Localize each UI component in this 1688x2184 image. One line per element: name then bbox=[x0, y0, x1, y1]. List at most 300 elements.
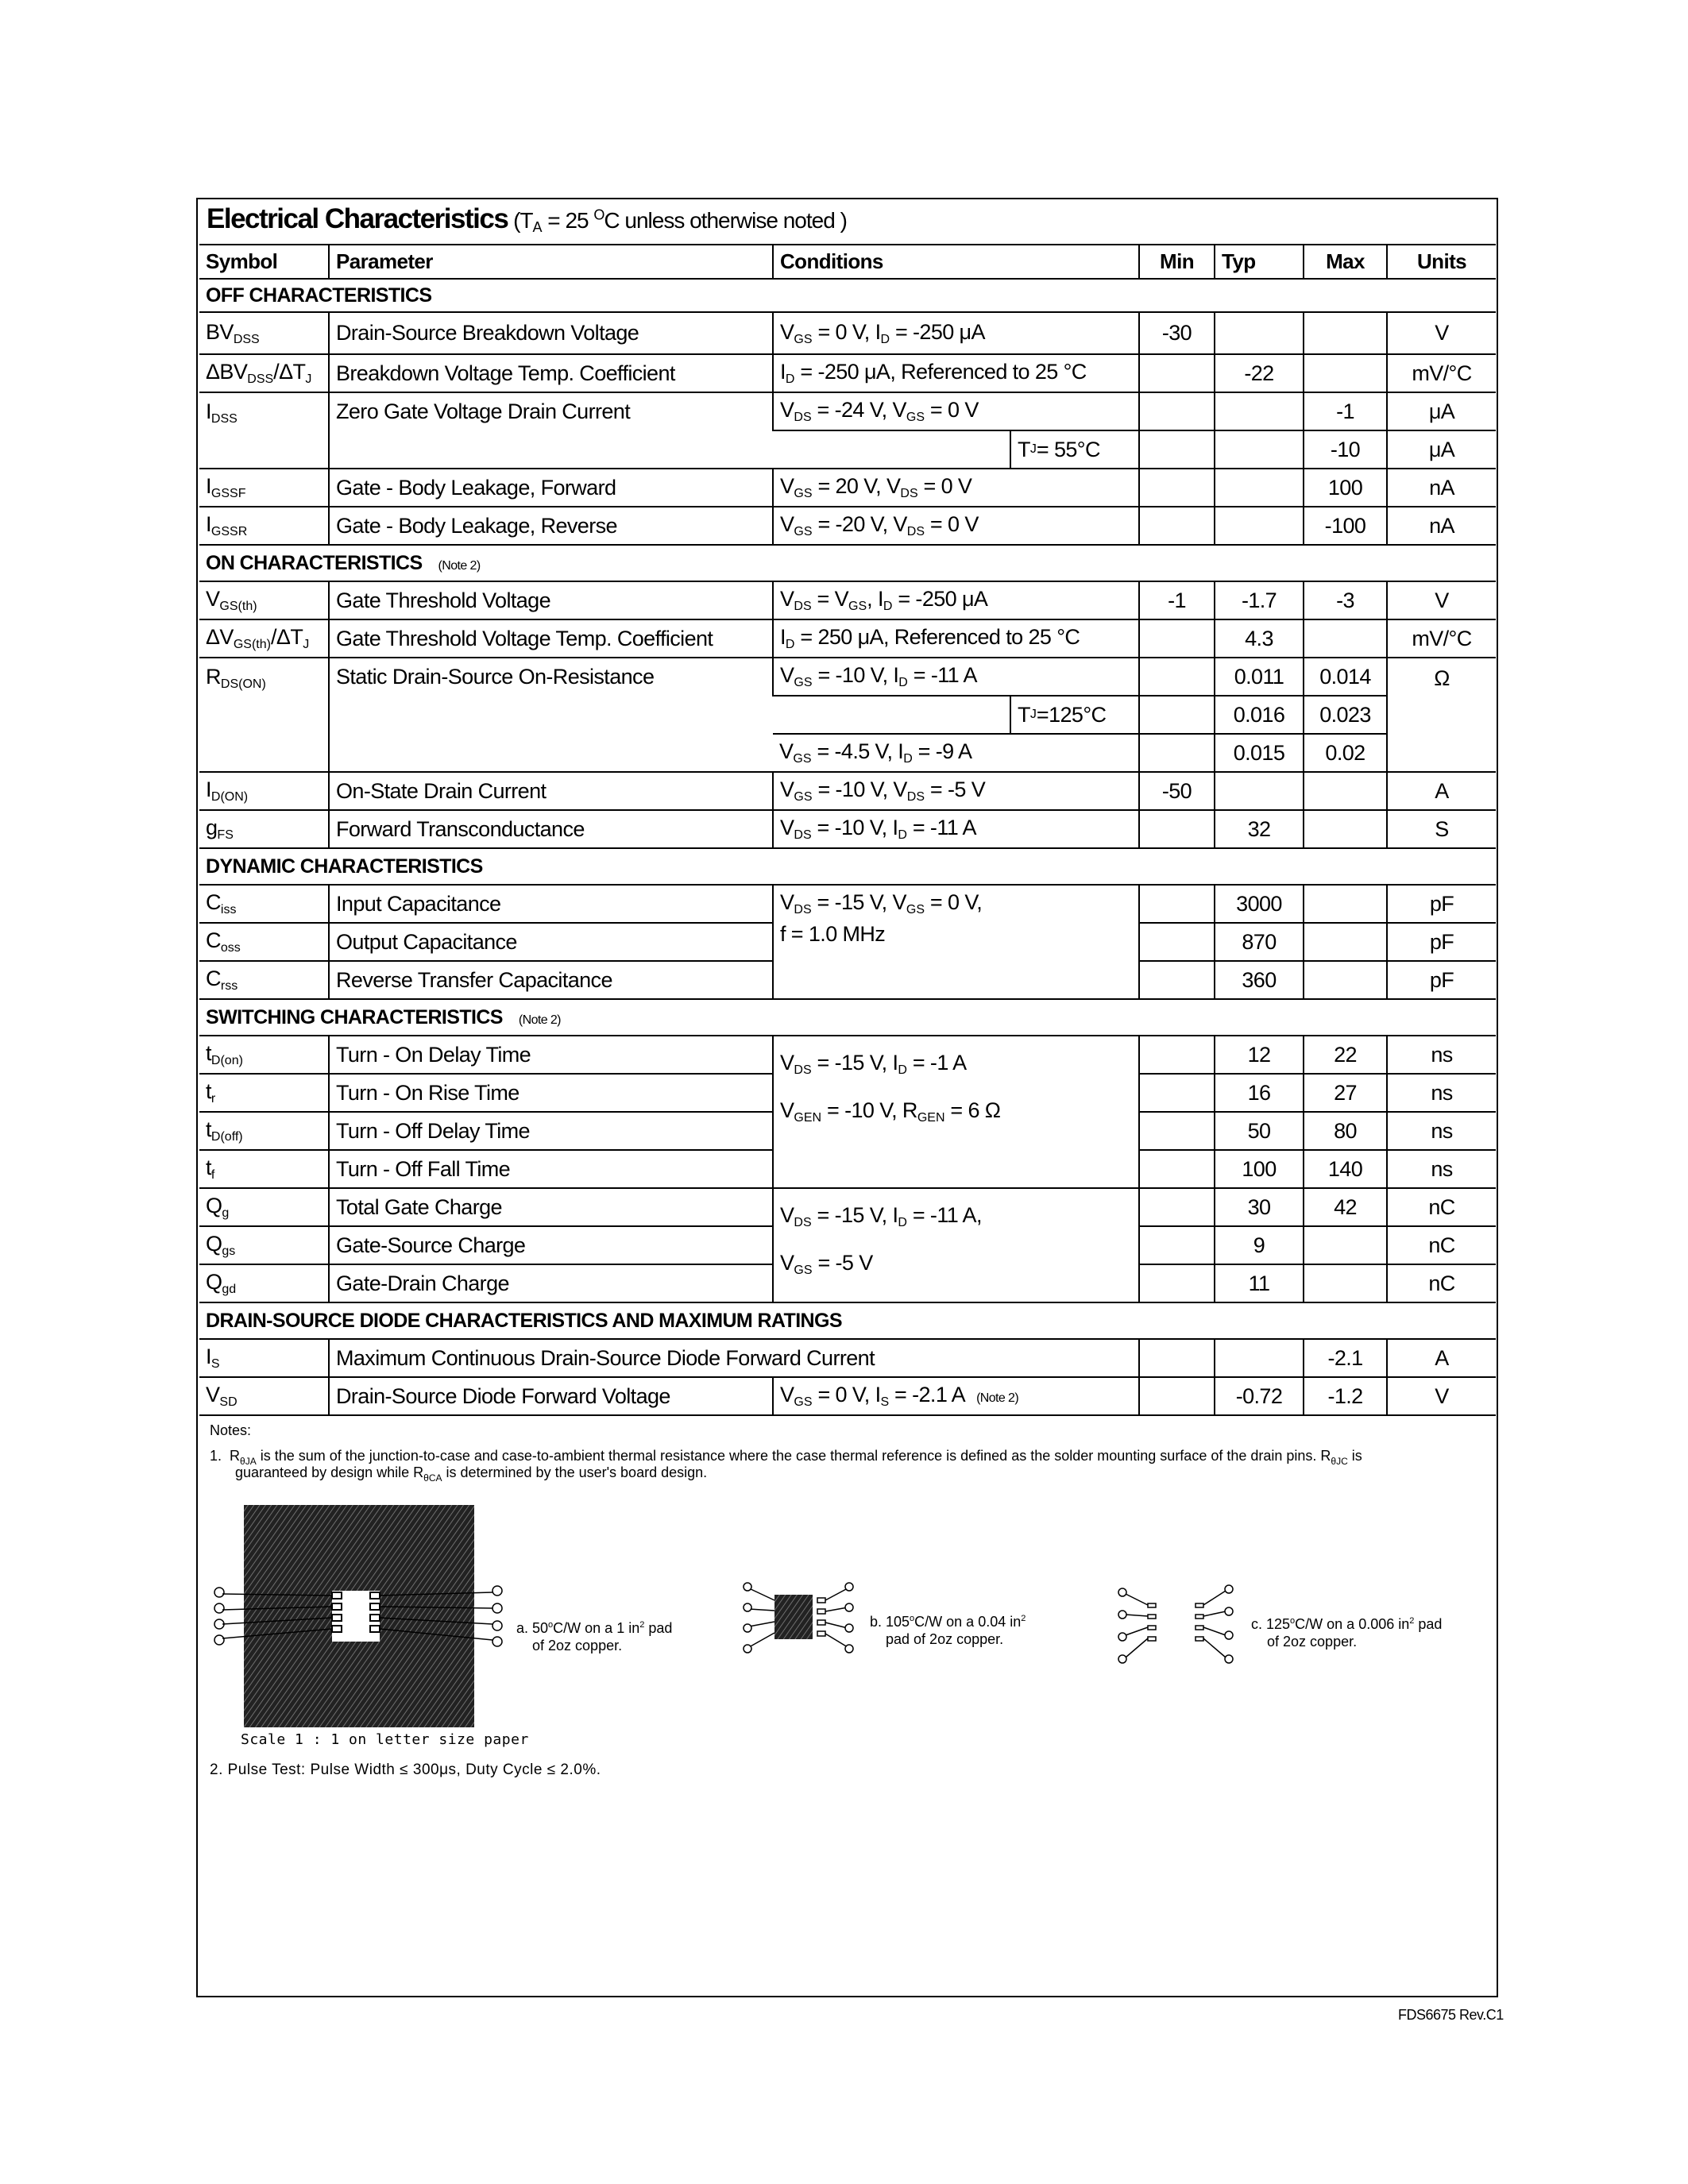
n1b: is the sum of the junction-to-case and case-to-ambient thermal resistance where the case thermal reference is defined as the solder mounting surface of the drain pins. R bbox=[256, 1448, 1331, 1464]
sym: ΔV bbox=[206, 625, 234, 649]
sym: V bbox=[206, 1383, 220, 1406]
sym-sub: D(ON) bbox=[211, 790, 249, 804]
col-parameter: Parameter bbox=[329, 245, 773, 279]
sym: C bbox=[206, 890, 221, 914]
sym: ΔBV bbox=[206, 360, 248, 384]
cr2: = -9 A bbox=[912, 739, 972, 763]
table-row bbox=[199, 392, 1496, 430]
sym: I bbox=[206, 778, 211, 801]
units-cell: nC bbox=[1387, 1188, 1496, 1226]
cond-cell bbox=[773, 810, 1139, 848]
cr: = -250 μA, Referenced to 25 °C bbox=[794, 360, 1087, 384]
cond-cell bbox=[773, 354, 1139, 392]
symbol-cell bbox=[199, 1150, 329, 1188]
min-cell: -1 bbox=[1139, 581, 1215, 619]
cs: GS bbox=[793, 752, 812, 766]
note-2 bbox=[210, 1761, 601, 1779]
cr2: = -11 A bbox=[906, 816, 976, 839]
max-cell: -3 bbox=[1304, 581, 1387, 619]
units-cell: μA bbox=[1387, 392, 1496, 430]
typ-cell: 9 bbox=[1215, 1226, 1304, 1264]
max-cell: 0.014 bbox=[1304, 658, 1387, 696]
max-cell: -1 bbox=[1304, 392, 1387, 430]
sym-sub: D(on) bbox=[211, 1054, 243, 1067]
cr: = -10 V, I bbox=[811, 816, 898, 839]
fa2: C/W on a 1 in bbox=[553, 1620, 640, 1636]
symbol-cell bbox=[199, 923, 329, 961]
param-cell: Input Capacitance bbox=[329, 885, 773, 923]
tj: T bbox=[1018, 702, 1030, 727]
table-row bbox=[199, 581, 1496, 619]
c: V bbox=[780, 398, 794, 422]
c: V bbox=[780, 512, 794, 536]
table-row bbox=[199, 1188, 1496, 1226]
typ-cell bbox=[1215, 1339, 1304, 1377]
title-cond: (T bbox=[513, 208, 533, 233]
param-cell: Turn - On Delay Time bbox=[329, 1036, 773, 1074]
units-cell: ns bbox=[1387, 1074, 1496, 1112]
max-cell: -10 bbox=[1304, 430, 1387, 469]
typ-cell bbox=[1215, 430, 1304, 469]
typ-cell: -0.72 bbox=[1215, 1377, 1304, 1415]
typ-cell bbox=[1215, 392, 1304, 430]
param-cell: Drain-Source Breakdown Voltage bbox=[329, 312, 773, 354]
cr2: = 6 Ω bbox=[944, 1098, 1001, 1122]
cond-cell bbox=[773, 885, 1139, 999]
max-cell: -100 bbox=[1304, 507, 1387, 545]
n1b-sub: θJC bbox=[1331, 1456, 1348, 1467]
max-cell bbox=[1304, 312, 1387, 354]
sym: t bbox=[206, 1041, 211, 1065]
table-title bbox=[207, 203, 847, 236]
title-mid: = 25 bbox=[542, 208, 594, 233]
fig-a-caption bbox=[516, 1616, 672, 1654]
title-suffix: C unless otherwise noted ) bbox=[604, 208, 847, 233]
max-cell bbox=[1304, 885, 1387, 923]
sym-sub: gd bbox=[222, 1283, 237, 1296]
sym-sub2: J bbox=[303, 638, 310, 651]
cs2: D bbox=[898, 1063, 907, 1077]
max-cell: 100 bbox=[1304, 469, 1387, 507]
typ-cell: 360 bbox=[1215, 961, 1304, 999]
table-row bbox=[199, 1377, 1496, 1415]
section-row bbox=[199, 1302, 1496, 1339]
title-main: Electrical Characteristics bbox=[207, 203, 508, 234]
notes-heading: Notes: bbox=[210, 1422, 252, 1438]
symbol-cell bbox=[199, 392, 329, 469]
units-cell: pF bbox=[1387, 961, 1496, 999]
typ-cell: 12 bbox=[1215, 1036, 1304, 1074]
sym-sub: GSSR bbox=[211, 525, 248, 538]
fc1: c. 125 bbox=[1251, 1616, 1291, 1632]
symbol-cell bbox=[199, 658, 329, 772]
n1d: guaranteed by design while R bbox=[235, 1464, 424, 1480]
section-on-label: ON CHARACTERISTICS bbox=[206, 551, 423, 574]
param-cell: Zero Gate Voltage Drain Current bbox=[329, 392, 773, 469]
cs: GS bbox=[794, 487, 813, 500]
max-cell bbox=[1304, 1264, 1387, 1302]
fig-c-caption bbox=[1251, 1612, 1442, 1650]
sym-sub: D(off) bbox=[211, 1130, 243, 1144]
n1d-sub: θCA bbox=[423, 1472, 442, 1484]
c: V bbox=[780, 587, 794, 611]
typ-cell: 50 bbox=[1215, 1112, 1304, 1150]
tj-cond bbox=[1010, 431, 1138, 468]
section-dynamic: DYNAMIC CHARACTERISTICS bbox=[199, 848, 1496, 885]
cs2: D bbox=[880, 332, 890, 346]
cs: GS bbox=[794, 676, 813, 689]
cr: = -10 V, I bbox=[812, 663, 899, 687]
table-row bbox=[199, 885, 1496, 923]
scale-caption: Scale 1 : 1 on letter size paper bbox=[241, 1731, 529, 1748]
cs2: S bbox=[880, 1395, 890, 1409]
units-cell: μA bbox=[1387, 430, 1496, 469]
cs3: D bbox=[883, 600, 893, 613]
tj-rest: =125°C bbox=[1036, 702, 1107, 727]
sym: Q bbox=[206, 1194, 222, 1217]
sym: I bbox=[206, 399, 211, 423]
sym-sub: GSSF bbox=[211, 487, 246, 500]
sym-sub2: J bbox=[305, 372, 312, 386]
cond-cell bbox=[773, 696, 1139, 734]
max-cell: -2.1 bbox=[1304, 1339, 1387, 1377]
table-row bbox=[199, 772, 1496, 810]
section-row bbox=[199, 279, 1496, 312]
cond-cell bbox=[773, 619, 1139, 658]
fb-deg: o bbox=[910, 1614, 915, 1623]
cond-note: (Note 2) bbox=[976, 1391, 1019, 1405]
typ-cell: 100 bbox=[1215, 1150, 1304, 1188]
cond-cell bbox=[773, 581, 1139, 619]
symbol-cell bbox=[199, 885, 329, 923]
cs: DS bbox=[794, 828, 812, 842]
cr2: = -2.1 A bbox=[889, 1383, 966, 1406]
cr: = 0 V, I bbox=[812, 319, 881, 344]
units-cell: nC bbox=[1387, 1264, 1496, 1302]
min-cell bbox=[1139, 696, 1215, 734]
n1e: is determined by the user's board design. bbox=[442, 1464, 708, 1480]
sym: C bbox=[206, 928, 221, 952]
cr: = V bbox=[811, 587, 849, 611]
sym-sub: DSS bbox=[247, 372, 274, 386]
param-cell: Gate - Body Leakage, Reverse bbox=[329, 507, 773, 545]
cr2: = 0 V, bbox=[925, 890, 983, 914]
sym-sub: DS(ON) bbox=[220, 677, 266, 691]
c: V bbox=[780, 1383, 794, 1406]
cs: DS bbox=[794, 1216, 812, 1229]
min-cell: -30 bbox=[1139, 312, 1215, 354]
max-cell: 80 bbox=[1304, 1112, 1387, 1150]
param-cell: Breakdown Voltage Temp. Coefficient bbox=[329, 354, 773, 392]
fa4: of 2oz copper. bbox=[532, 1638, 623, 1653]
param-cell: Total Gate Charge bbox=[329, 1188, 773, 1226]
table-row bbox=[199, 658, 1496, 696]
n1c: is bbox=[1347, 1448, 1362, 1464]
c: V bbox=[780, 890, 794, 914]
typ-cell: -22 bbox=[1215, 354, 1304, 392]
sym: I bbox=[206, 512, 211, 536]
cr: = -15 V, I bbox=[811, 1051, 898, 1075]
units-cell: A bbox=[1387, 772, 1496, 810]
c: I bbox=[780, 625, 786, 649]
cs: DS bbox=[794, 600, 812, 613]
sym-sub: GS(th) bbox=[233, 638, 271, 651]
fc-deg: o bbox=[1290, 1616, 1296, 1626]
sym: t bbox=[206, 1117, 211, 1141]
section-diode: DRAIN-SOURCE DIODE CHARACTERISTICS AND MAXIMUM RATINGS bbox=[199, 1302, 1496, 1339]
param-cell: Output Capacitance bbox=[329, 923, 773, 961]
sym: g bbox=[206, 816, 218, 839]
symbol-cell bbox=[199, 772, 329, 810]
c: V bbox=[780, 1251, 794, 1275]
col-conditions: Conditions bbox=[773, 245, 1139, 279]
note-1-num: 1. bbox=[210, 1448, 222, 1464]
sym-sub: GS(th) bbox=[219, 600, 257, 613]
sym: R bbox=[206, 665, 221, 689]
symbol-cell bbox=[199, 619, 329, 658]
cr2: = 0 V bbox=[925, 398, 979, 422]
fa-sq: 2 bbox=[639, 1620, 645, 1630]
n2-le2: ≤ bbox=[547, 1761, 556, 1778]
fa3: pad bbox=[644, 1620, 673, 1636]
units-cell: V bbox=[1387, 312, 1496, 354]
cr: = -15 V, I bbox=[811, 1203, 898, 1227]
n2c: 2.0%. bbox=[555, 1761, 601, 1778]
cr2: = -11 A bbox=[907, 663, 977, 687]
section-switching-note: (Note 2) bbox=[518, 1013, 561, 1027]
cond-cell bbox=[773, 772, 1139, 810]
cs2: D bbox=[898, 828, 907, 842]
symbol-cell bbox=[199, 354, 329, 392]
col-units: Units bbox=[1387, 245, 1496, 279]
cr: = 20 V, V bbox=[812, 474, 901, 498]
cr2: = 0 V bbox=[917, 474, 972, 498]
cond-cell bbox=[773, 312, 1139, 354]
cs: GEN bbox=[794, 1111, 822, 1125]
cs2: DS bbox=[906, 790, 925, 804]
min-cell bbox=[1139, 1150, 1215, 1188]
sym: BV bbox=[206, 319, 234, 344]
param-cell: Gate - Body Leakage, Forward bbox=[329, 469, 773, 507]
cond-cell bbox=[773, 392, 1139, 430]
min-cell bbox=[1139, 1377, 1215, 1415]
units-cell: pF bbox=[1387, 923, 1496, 961]
table-row bbox=[199, 354, 1496, 392]
tj-sub: J bbox=[1029, 708, 1037, 721]
table-row bbox=[199, 1036, 1496, 1074]
fc4: of 2oz copper. bbox=[1267, 1634, 1358, 1650]
cs2: GS bbox=[906, 411, 925, 424]
cond-cell bbox=[773, 1188, 1139, 1302]
symbol-cell bbox=[199, 1074, 329, 1112]
sym-sub: DSS bbox=[211, 412, 238, 426]
cr3: = -250 μA bbox=[892, 587, 988, 611]
max-cell: 22 bbox=[1304, 1036, 1387, 1074]
max-cell: 140 bbox=[1304, 1150, 1387, 1188]
symbol-cell bbox=[199, 810, 329, 848]
cr: = 250 μA, Referenced to 25 °C bbox=[794, 625, 1080, 649]
symbol-cell bbox=[199, 1112, 329, 1150]
sym: I bbox=[206, 474, 211, 498]
sym-sub: g bbox=[222, 1206, 230, 1220]
electrical-characteristics-table bbox=[199, 244, 1496, 1416]
max-cell: 0.02 bbox=[1304, 734, 1387, 772]
min-cell bbox=[1139, 430, 1215, 469]
title-deg: O bbox=[593, 206, 605, 223]
cr: = -10 V, R bbox=[821, 1098, 917, 1122]
cr2: = -1 A bbox=[906, 1051, 967, 1075]
cr: = -24 V, V bbox=[811, 398, 906, 422]
note-1-line2 bbox=[235, 1464, 707, 1487]
cr: = -20 V, V bbox=[812, 512, 907, 536]
typ-cell bbox=[1215, 469, 1304, 507]
min-cell bbox=[1139, 1226, 1215, 1264]
tj-rest: = 55°C bbox=[1036, 437, 1100, 461]
min-cell bbox=[1139, 392, 1215, 430]
symbol-cell bbox=[199, 507, 329, 545]
param-cell: Reverse Transfer Capacitance bbox=[329, 961, 773, 999]
units-cell: ns bbox=[1387, 1150, 1496, 1188]
table-row bbox=[199, 312, 1496, 354]
sym: Q bbox=[206, 1232, 222, 1256]
table-row bbox=[199, 507, 1496, 545]
cr: = 0 V, I bbox=[812, 1383, 881, 1406]
min-cell bbox=[1139, 961, 1215, 999]
fa1: a. 50 bbox=[516, 1620, 549, 1636]
typ-cell: 3000 bbox=[1215, 885, 1304, 923]
sym: I bbox=[206, 1345, 211, 1368]
fc-sq: 2 bbox=[1409, 1616, 1415, 1626]
cs2: GEN bbox=[917, 1111, 945, 1125]
param-cell: Gate Threshold Voltage bbox=[329, 581, 773, 619]
c: V bbox=[780, 816, 794, 839]
fig-b-caption bbox=[870, 1610, 1026, 1648]
cond-line2: f = 1.0 MHz bbox=[780, 922, 886, 946]
max-cell: 0.023 bbox=[1304, 696, 1387, 734]
typ-cell: 30 bbox=[1215, 1188, 1304, 1226]
cs2: D bbox=[898, 676, 908, 689]
cs: GS bbox=[794, 1264, 813, 1277]
section-on bbox=[199, 545, 1496, 581]
sym-sub: FS bbox=[217, 828, 234, 842]
typ-cell: 0.016 bbox=[1215, 696, 1304, 734]
c: V bbox=[780, 474, 794, 498]
section-row bbox=[199, 545, 1496, 581]
table-row bbox=[199, 1339, 1496, 1377]
cr2: , I bbox=[867, 587, 883, 611]
col-max: Max bbox=[1304, 245, 1387, 279]
typ-cell: 16 bbox=[1215, 1074, 1304, 1112]
symbol-cell bbox=[199, 1377, 329, 1415]
n2b: 300μs, Duty Cycle bbox=[408, 1761, 547, 1778]
title-sub: A bbox=[532, 219, 543, 235]
c: V bbox=[779, 739, 794, 763]
sym-sub: r bbox=[211, 1092, 216, 1106]
param-cell: Turn - Off Delay Time bbox=[329, 1112, 773, 1150]
sym-sub: iss bbox=[220, 903, 237, 916]
typ-cell bbox=[1215, 772, 1304, 810]
units-cell: nA bbox=[1387, 507, 1496, 545]
param-cell: Static Drain-Source On-Resistance bbox=[329, 658, 773, 772]
param-cell: Forward Transconductance bbox=[329, 810, 773, 848]
min-cell bbox=[1139, 1339, 1215, 1377]
symbol-cell bbox=[199, 1036, 329, 1074]
cr: = -4.5 V, I bbox=[811, 739, 904, 763]
param-cell: Gate-Drain Charge bbox=[329, 1264, 773, 1302]
fb1: b. 105 bbox=[870, 1614, 910, 1630]
sym-sub: f bbox=[211, 1168, 215, 1182]
cs2: DS bbox=[900, 487, 918, 500]
sym-sub: SD bbox=[219, 1395, 238, 1409]
c: V bbox=[780, 1051, 794, 1075]
cr: = -15 V, V bbox=[811, 890, 906, 914]
c: V bbox=[780, 1203, 794, 1227]
sym2: /ΔT bbox=[270, 625, 303, 649]
min-cell bbox=[1139, 1188, 1215, 1226]
pad-layout-1in-icon bbox=[213, 1505, 507, 1735]
cs: GS bbox=[794, 525, 813, 538]
cs: DS bbox=[794, 903, 812, 916]
max-cell: 42 bbox=[1304, 1188, 1387, 1226]
typ-cell: -1.7 bbox=[1215, 581, 1304, 619]
cr: = -10 V, V bbox=[812, 778, 907, 801]
fc3: pad bbox=[1414, 1616, 1443, 1632]
units-cell: V bbox=[1387, 581, 1496, 619]
min-cell bbox=[1139, 1074, 1215, 1112]
cr2: = -250 μA bbox=[890, 319, 985, 344]
col-typ: Typ bbox=[1215, 245, 1304, 279]
units-cell: mV/°C bbox=[1387, 619, 1496, 658]
table-row bbox=[199, 469, 1496, 507]
param-cell: Gate Threshold Voltage Temp. Coefficient bbox=[329, 619, 773, 658]
typ-cell: 11 bbox=[1215, 1264, 1304, 1302]
sym: t bbox=[206, 1156, 211, 1179]
symbol-cell bbox=[199, 469, 329, 507]
min-cell: -50 bbox=[1139, 772, 1215, 810]
max-cell: -1.2 bbox=[1304, 1377, 1387, 1415]
c: V bbox=[780, 319, 794, 344]
table-row bbox=[199, 619, 1496, 658]
fb4: pad of 2oz copper. bbox=[886, 1631, 1004, 1647]
section-off: OFF CHARACTERISTICS bbox=[199, 279, 1496, 312]
c: V bbox=[780, 663, 794, 687]
cs: GS bbox=[794, 332, 813, 346]
units-cell: ns bbox=[1387, 1112, 1496, 1150]
section-switching bbox=[199, 999, 1496, 1036]
sym-sub: oss bbox=[220, 941, 241, 955]
sym-sub: gs bbox=[222, 1244, 236, 1258]
table-header-row bbox=[199, 245, 1496, 279]
cs: GS bbox=[794, 1395, 813, 1409]
typ-cell: 0.011 bbox=[1215, 658, 1304, 696]
sym: V bbox=[206, 587, 220, 611]
max-cell bbox=[1304, 619, 1387, 658]
cr2: = -5 V bbox=[925, 778, 986, 801]
cond-cell bbox=[773, 1036, 1139, 1188]
units-cell: mV/°C bbox=[1387, 354, 1496, 392]
col-min: Min bbox=[1139, 245, 1215, 279]
min-cell bbox=[1139, 1036, 1215, 1074]
sym-sub: DSS bbox=[233, 332, 260, 346]
min-cell bbox=[1139, 734, 1215, 772]
tj-sub: J bbox=[1029, 442, 1037, 456]
min-cell bbox=[1139, 658, 1215, 696]
section-row bbox=[199, 999, 1496, 1036]
cond-cell bbox=[773, 507, 1139, 545]
sym: C bbox=[206, 967, 221, 990]
fc2: C/W on a 0.006 in bbox=[1295, 1616, 1410, 1632]
symbol-cell bbox=[199, 581, 329, 619]
